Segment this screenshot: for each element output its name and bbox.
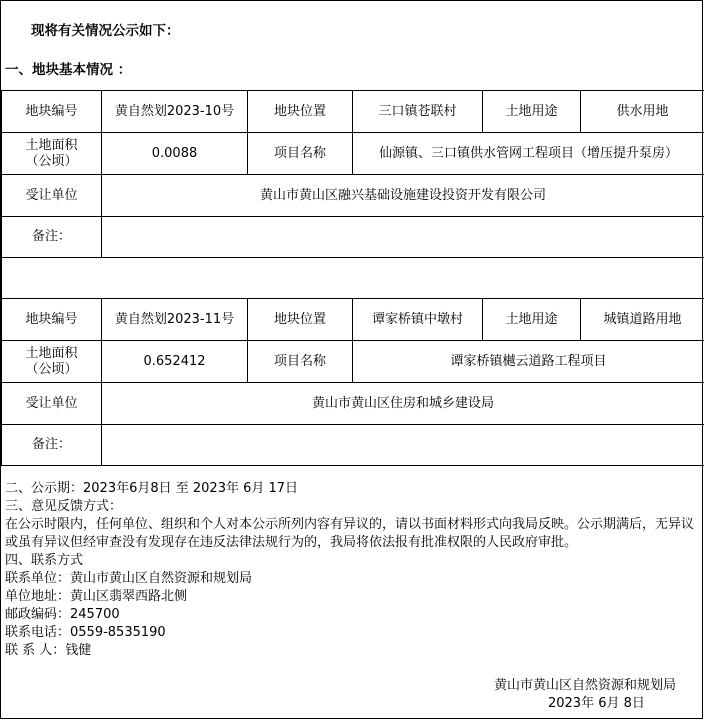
plot1-location: 三口镇苍联村 <box>353 91 483 133</box>
project-name-label: 项目名称 <box>248 133 353 175</box>
plot-table <box>1 90 704 466</box>
plot2-area: 0.652412 <box>102 341 248 383</box>
notes-label: 备注： <box>2 425 102 466</box>
spacer-cell <box>2 258 704 299</box>
plot2-notes <box>102 425 704 466</box>
plot1-area: 0.0088 <box>102 133 248 175</box>
land-use-label: 土地用途 <box>483 299 581 341</box>
plot1-row-assignee <box>2 175 704 217</box>
notice-details <box>5 480 699 660</box>
contact-title: 四、联系方式 <box>5 553 84 568</box>
contact-unit: 联系单位：黄山市黄山区自然资源和规划局 <box>5 571 253 586</box>
location-label: 地块位置 <box>248 299 353 341</box>
feedback-title: 三、意见反馈方式： <box>5 499 123 514</box>
plot2-row-assignee <box>2 383 704 425</box>
assignee-label: 受让单位 <box>2 383 102 425</box>
plot1-land-use: 供水用地 <box>581 91 704 133</box>
plot2-location: 谭家桥镇中墩村 <box>353 299 483 341</box>
plot2-row-basic <box>2 299 704 341</box>
plot2-row-area <box>2 341 704 383</box>
area-label-line2: （公顷） <box>25 153 78 169</box>
area-label <box>2 341 102 383</box>
plot2-row-notes <box>2 425 704 466</box>
signature-org: 黄山市黄山区自然资源和规划局 <box>493 678 676 693</box>
plot1-project-name: 仙源镇、三口镇供水管网工程项目（增压提升泵房） <box>353 133 704 175</box>
assignee-label: 受让单位 <box>2 175 102 217</box>
feedback-text: 在公示时限内，任何单位、组织和个人对本公示所列内容有异议的，请以书面材料形式向我局反映。公示期满后，无异议或虽有异议但经审查没有发现存在违反法律法规行为的，我局将依法报有批准权限的人民政府审批。 <box>5 517 695 550</box>
section1-title: 一、地块基本情况 ： <box>5 62 132 78</box>
area-label-line2: （公顷） <box>25 361 78 377</box>
plot2-project-name: 谭家桥镇樾云道路工程项目 <box>353 341 704 383</box>
plot2-plot-no: 黄自然划2023-11号 <box>102 299 248 341</box>
plot1-notes <box>102 217 704 258</box>
plot1-plot-no: 黄自然划2023-10号 <box>102 91 248 133</box>
plot1-row-area <box>2 133 704 175</box>
signature-date: 2023年 6月 8日 <box>547 696 645 711</box>
intro-text: 现将有关情况公示如下： <box>31 23 180 39</box>
plot1-row-notes <box>2 217 704 258</box>
plot1-assignee: 黄山市黄山区融兴基础设施建设投资开发有限公司 <box>102 175 704 217</box>
notes-label: 备注： <box>2 217 102 258</box>
plot2-land-use: 城镇道路用地 <box>581 299 704 341</box>
area-label-line1: 土地面积 <box>25 137 78 153</box>
signature-block <box>494 677 676 713</box>
publicity-period: 二、公示期：2023年6月8日 至 2023年 6月 17日 <box>5 481 299 496</box>
contact-phone: 联系电话：0559-8535190 <box>5 625 166 640</box>
area-label-line1: 土地面积 <box>25 345 78 361</box>
location-label: 地块位置 <box>248 91 353 133</box>
plot-no-label: 地块编号 <box>2 299 102 341</box>
area-label <box>2 133 102 175</box>
project-name-label: 项目名称 <box>248 341 353 383</box>
contact-address: 单位地址：黄山区翡翠西路北侧 <box>5 589 188 604</box>
contact-person: 联 系 人：钱健 <box>5 643 92 658</box>
plot1-row-basic <box>2 91 704 133</box>
table-spacer-row <box>2 258 704 299</box>
plot-no-label: 地块编号 <box>2 91 102 133</box>
plot2-assignee: 黄山市黄山区住房和城乡建设局 <box>102 383 704 425</box>
contact-postcode: 邮政编码：245700 <box>5 607 120 622</box>
land-use-label: 土地用途 <box>483 91 581 133</box>
